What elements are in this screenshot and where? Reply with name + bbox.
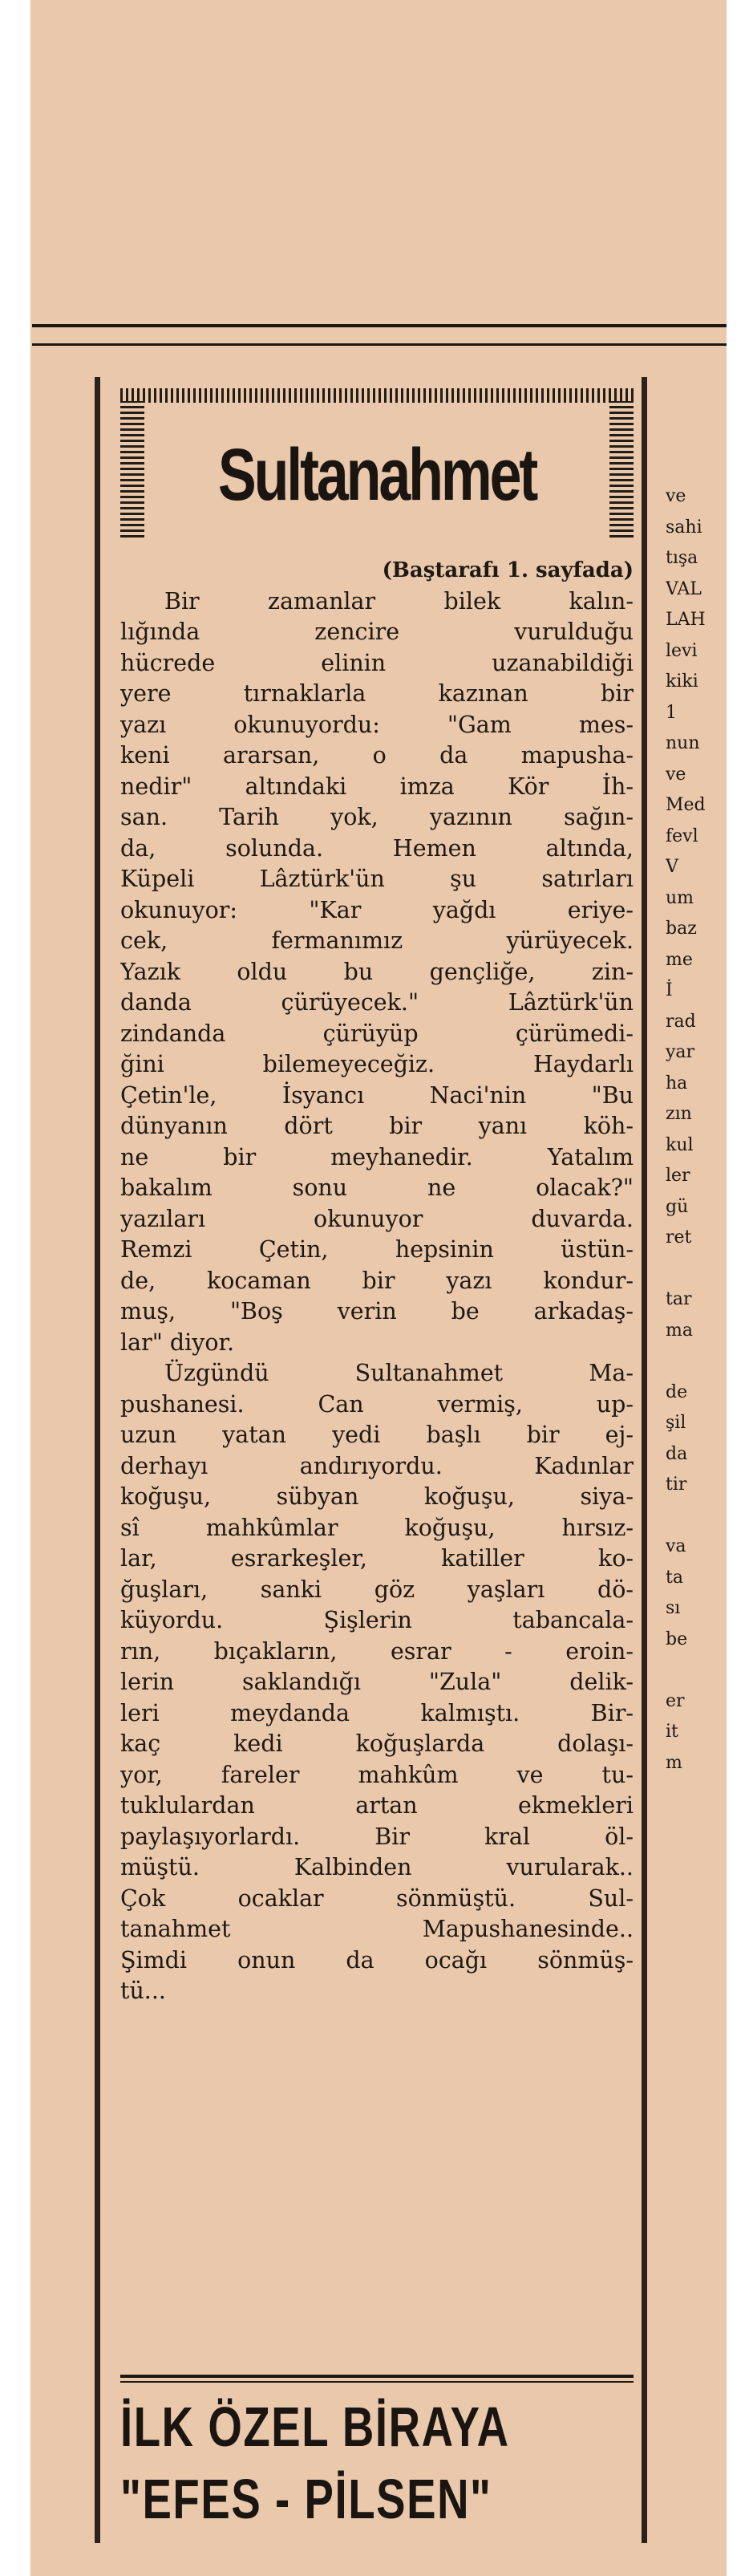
article-line: Bir zamanlar bilek kalın- — [164, 587, 634, 615]
adjacent-fragment: levi — [666, 640, 698, 661]
article-line: lar" diyor. — [120, 1329, 235, 1356]
article-line: koğuşu, sübyan koğuşu, siya- — [120, 1483, 634, 1510]
adjacent-fragment — [666, 1254, 727, 1285]
article-line: Üzgündü Sultanahmet Ma- — [164, 1360, 634, 1386]
article-line: zindanda çürüyüp çürümedi- — [120, 1020, 634, 1047]
article-line: ğuşları, sanki göz yaşları dö- — [120, 1576, 634, 1603]
article-line: da, solunda. Hemen altında, — [120, 834, 634, 862]
adjacent-fragment: zın — [666, 1104, 692, 1124]
adjacent-fragment: sı — [666, 1598, 681, 1618]
continued-note: (Baştarafı 1. sayfada) — [382, 558, 634, 582]
article-line: dünyanın dört bir yanı köh- — [120, 1113, 634, 1139]
headline-ornament-bar — [120, 388, 634, 403]
article-line: bakalım sonu ne olacak?" — [120, 1174, 634, 1201]
article-line: Şimdi onun da ocağı sönmüş- — [120, 1946, 634, 1974]
article-line: Remzi Çetin, hepsinin üstün- — [120, 1236, 634, 1263]
article-end-rule — [120, 2375, 634, 2378]
left-column-rule — [95, 377, 100, 2543]
article-line: pushanesi. Can vermiş, up- — [120, 1390, 634, 1418]
article-line: tü... — [120, 1978, 166, 2004]
adjacent-fragment: kul — [666, 1134, 694, 1155]
article-line: kaç kedi koğuşlarda dolaşı- — [120, 1730, 634, 1757]
adjacent-column-fragment — [666, 481, 727, 1779]
article-line: lığında zencire vurulduğu — [120, 619, 634, 645]
adjacent-fragment: tir — [666, 1475, 687, 1495]
adjacent-fragment: va — [666, 1536, 686, 1556]
article-line: müştü. Kalbinden vurularak.. — [120, 1854, 634, 1880]
headline: Sultanahmet — [217, 434, 536, 516]
article-line: tuklulardan artan ekmekleri — [120, 1792, 634, 1819]
article-line: ne bir meyhanedir. Yatalım — [120, 1143, 634, 1170]
article-line: keni ararsan, o da mapusha- — [120, 742, 634, 769]
article-line: Çetin'le, İsyancı Naci'nin "Bu — [120, 1081, 634, 1109]
adjacent-fragment: yar — [666, 1042, 695, 1062]
adjacent-fragment: kiki — [666, 671, 698, 692]
adjacent-fragment: m — [666, 1752, 682, 1773]
adjacent-fragment: de — [666, 1381, 688, 1402]
article-line: paylaşıyorlardı. Bir kral öl- — [120, 1823, 634, 1850]
article-line: ğini bilemeyeceğiz. Haydarlı — [120, 1051, 634, 1077]
adjacent-fragment: er — [666, 1690, 685, 1711]
ad-headline-2: "EFES - PİLSEN" — [120, 2468, 492, 2530]
article-line: yere tırnaklarla kazınan bir — [120, 680, 634, 707]
adjacent-fragment: gü — [666, 1196, 689, 1217]
article-line: Küpeli Lâztürk'ün şu satırları — [120, 866, 634, 892]
adjacent-fragment: nun — [666, 733, 700, 753]
article-line: yazı okunuyordu: "Gam mes- — [120, 711, 634, 738]
article-line: tanahmet Mapushanesinde.. — [120, 1916, 634, 1942]
adjacent-fragment — [666, 1346, 727, 1377]
adjacent-fragment: rad — [666, 1011, 696, 1032]
headline-ornament-left — [120, 401, 144, 538]
article-line: uzun yatan yedi başlı bir ej- — [120, 1422, 634, 1448]
article-line: yor, fareler mahkûm ve tu- — [120, 1761, 634, 1788]
article-line: küyordu. Şişlerin tabancala- — [120, 1607, 634, 1633]
adjacent-fragment: İ — [666, 980, 673, 1000]
article-line: san. Tarih yok, yazının sağın- — [120, 804, 634, 830]
adjacent-fragment: sahi — [666, 517, 702, 538]
article-end-rule-thin — [120, 2381, 634, 2383]
headline-ornament-right — [609, 401, 634, 538]
adjacent-fragment: tar — [666, 1289, 692, 1309]
article-line: Çok ocaklar sönmüştü. Sul- — [120, 1884, 634, 1912]
article-line: cek, fermanımız yürüyecek. — [120, 927, 634, 954]
adjacent-fragment: da — [666, 1443, 688, 1464]
article-line: derhayı andırıyordu. Kadınlar — [120, 1452, 634, 1479]
ad-headline-1: İLK ÖZEL BİRAYA — [120, 2395, 510, 2458]
article-line: Yazık oldu bu gençliğe, zin- — [120, 958, 634, 985]
adjacent-fragment: ha — [666, 1073, 688, 1093]
right-column-rule — [642, 377, 647, 2543]
adjacent-fragment: ler — [666, 1166, 690, 1186]
adjacent-fragment: tışa — [666, 548, 698, 568]
adjacent-fragment: V — [666, 857, 678, 877]
adjacent-fragment: şil — [666, 1413, 686, 1433]
article-line: yazıları okunuyor duvarda. — [120, 1205, 634, 1232]
adjacent-fragment: ve — [666, 764, 686, 785]
article-line: de, kocaman bir yazı kondur- — [120, 1267, 634, 1294]
article-body — [120, 555, 634, 2007]
adjacent-fragment: fevl — [666, 826, 698, 846]
top-divider-thin — [32, 343, 727, 346]
article-line: muş, "Boş verin be arkadaş- — [120, 1298, 634, 1325]
article-line: lerin saklandığı "Zula" delik- — [120, 1669, 634, 1695]
adjacent-fragment — [666, 1655, 727, 1686]
adjacent-fragment: baz — [666, 919, 697, 939]
adjacent-fragment: um — [666, 887, 694, 908]
adjacent-fragment: ta — [666, 1567, 683, 1588]
adjacent-fragment: 1 — [666, 702, 677, 723]
adjacent-fragment: be — [666, 1629, 688, 1649]
adjacent-fragment: ma — [666, 1320, 693, 1341]
article-line: nedir" altındaki imza Kör İh- — [120, 773, 634, 800]
adjacent-fragment: me — [666, 949, 693, 970]
adjacent-fragment: it — [666, 1722, 678, 1742]
top-divider — [32, 324, 727, 327]
article-line: lar, esrarkeşler, katiller ko- — [120, 1545, 634, 1572]
article-line: hücrede elinin uzanabildiği — [120, 649, 634, 676]
adjacent-fragment: Med — [666, 795, 706, 815]
adjacent-fragment: LAH — [666, 610, 706, 630]
article-line: danda çürüyecek." Lâztürk'ün — [120, 989, 634, 1016]
article-line: okunuyor: "Kar yağdı eriye- — [120, 896, 634, 923]
adjacent-fragment: ve — [666, 486, 686, 506]
adjacent-fragment: ret — [666, 1227, 692, 1247]
article-line: sî mahkûmlar koğuşu, hırsız- — [120, 1514, 634, 1541]
adjacent-fragment — [666, 1501, 727, 1532]
adjacent-fragment: VAL — [666, 578, 702, 599]
article-line: leri meydanda kalmıştı. Bir- — [120, 1699, 634, 1726]
article-line: rın, bıçakların, esrar - eroin- — [120, 1637, 634, 1665]
